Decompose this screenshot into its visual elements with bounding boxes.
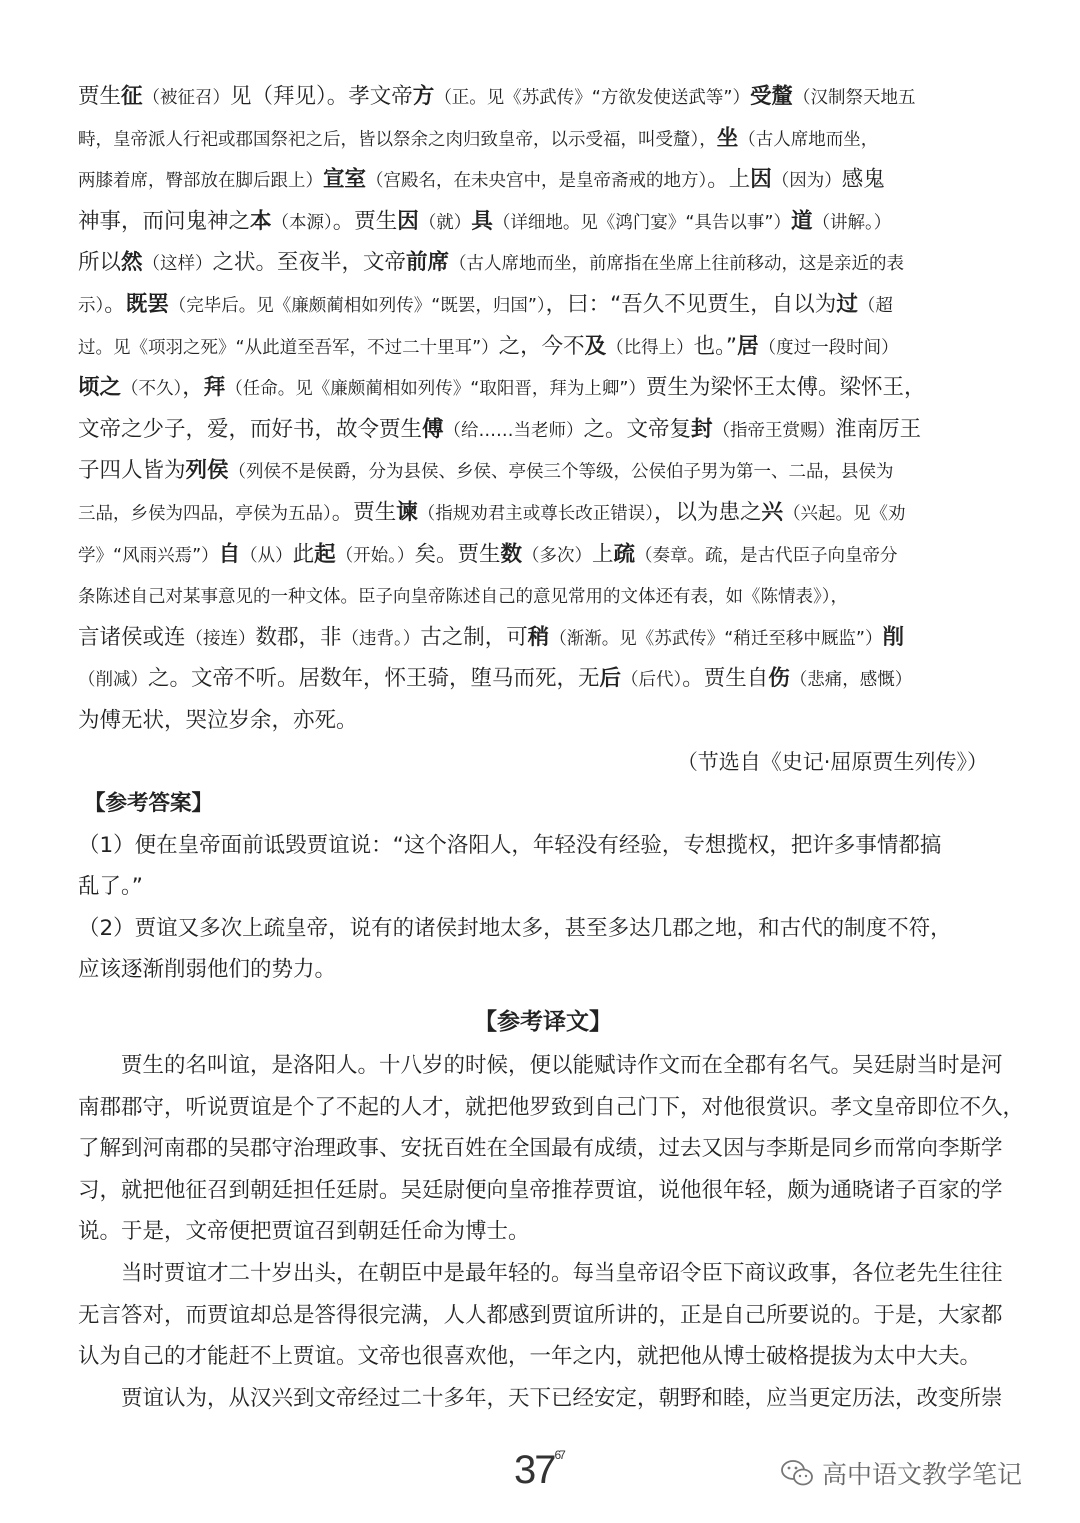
keyword: 本 — [250, 208, 272, 234]
answer-line: 应该逐渐削弱他们的势力。 — [78, 957, 337, 983]
annotation: （不久） — [121, 379, 183, 400]
passage-text: 言诸侯或连 — [78, 624, 186, 650]
translation-line: 贾生的名叫谊，是洛阳人。十八岁的时候，便以能赋诗作文而在全郡有名气。吴廷尉当时是河 — [121, 1053, 1003, 1079]
annotation: （完毕后。见《廉颇蔺相如列传》“既罢，归国”） — [168, 295, 546, 316]
passage-text: 文帝之少子，爱，而好书，故令贾生 — [78, 416, 423, 442]
passage-text: 之状。至夜半，文帝 — [212, 250, 407, 276]
annotation: （正。见《苏武传》“方欲发使送武等”） — [434, 88, 750, 108]
annotation: （古人席地而坐，前席指在坐席上往前移动，这是亲近的表 — [449, 254, 905, 275]
keyword: 顷之 — [78, 375, 122, 401]
page-content — [78, 76, 1025, 1419]
annotation: 畤，皇帝派人行祀或郡国祭祀之后，皆以祭余之肉归致皇帝，以示受福，叫受釐）， — [78, 129, 717, 150]
annotation: （后代） — [621, 670, 683, 691]
passage-text: ，曰：“吾久不见贾生，自以为 — [545, 291, 837, 317]
keyword: 傅 — [422, 416, 444, 442]
passage-line — [78, 534, 1008, 576]
passage-text: 古之制，可 — [420, 624, 528, 650]
keyword: 后 — [599, 666, 622, 692]
passage-line — [78, 575, 1008, 617]
wechat-icon — [780, 1459, 814, 1487]
keyword: 具 — [471, 208, 493, 234]
annotation: （从） — [240, 545, 293, 566]
annotation: （列侯不是侯爵，分为县侯、乡侯、亭侯三个等级，公侯伯子男为第一、二品，县侯为 — [228, 462, 894, 483]
annotation: 学》“风雨兴焉”） — [78, 545, 219, 566]
passage-text: 之。文帝不听。居数年，怀王骑，堕马而死，无 — [148, 666, 600, 692]
classical-passage — [78, 76, 1008, 742]
keyword: 谏 — [396, 499, 418, 525]
annotation: （接连） — [185, 628, 256, 649]
annotation: 示） — [78, 295, 105, 316]
page-number-small: 67 — [554, 1448, 564, 1462]
passage-line — [78, 617, 1008, 659]
keyword: 道 — [790, 208, 813, 234]
passage-text: ，以为患之 — [654, 499, 762, 525]
keyword: 疏 — [613, 541, 635, 567]
annotation: （任命。见《廉颇蔺相如列传》“取阳晋，拜为上卿”） — [225, 379, 646, 400]
translation-line: 贾谊认为，从汉兴到文帝经过二十多年，天下已经安定，朝野和睦，应当更定历法，改变所崇 — [121, 1385, 1003, 1411]
page-number-main: 37 — [514, 1448, 555, 1492]
annotation: （宫殿名，在未央宫中，是皇帝斋戒的地方） — [366, 171, 708, 192]
passage-line — [78, 658, 1008, 700]
passage-text: 。贾生自 — [682, 666, 769, 692]
passage-text: 神事，而问鬼神之 — [78, 208, 251, 234]
keyword: 拜 — [203, 375, 226, 401]
answer-line: 乱了。” — [78, 874, 143, 900]
keyword: 封 — [691, 416, 713, 442]
passage-text: 。贾生 — [331, 499, 397, 525]
passage-text: 感鬼 — [841, 167, 885, 193]
keyword: 自 — [218, 541, 241, 567]
passage-text: 此 — [292, 541, 315, 567]
keyword: 稍 — [527, 624, 550, 650]
answer-section — [78, 825, 1008, 991]
keyword: 方 — [412, 84, 435, 109]
annotation: （比得上） — [606, 337, 694, 358]
answer-line: （1）便在皇帝面前诋毁贾谊说：“这个洛阳人，年轻没有经验，专想揽权，把许多事情都搞 — [78, 832, 942, 858]
annotation: （削减） — [78, 670, 148, 691]
keyword: 削 — [882, 624, 904, 650]
passage-text: 上 — [591, 541, 614, 567]
keyword: 因 — [397, 208, 419, 234]
answer-title: 【参考答案】 — [84, 791, 214, 817]
answer-line: （2）贾谊又多次上疏皇帝，说有的诸侯封地太多，甚至多达几郡之地，和古代的制度不符， — [78, 915, 952, 941]
annotation: （奏章。疏，是古代臣子向皇帝分 — [635, 545, 898, 566]
passage-line — [78, 326, 1008, 368]
annotation: （指规劝君主或尊长改正错误） — [417, 503, 655, 524]
passage-line — [78, 450, 1008, 492]
annotation: 三品，乡侯为四品，亭侯为五品） — [78, 503, 332, 524]
passage-text: 也。” — [693, 333, 738, 359]
passage-line — [78, 76, 1008, 118]
keyword: 列侯 — [185, 458, 229, 484]
passage-text: 贾生为梁怀王太傅。梁怀王， — [645, 375, 926, 401]
keyword: 坐 — [716, 125, 739, 151]
watermark-text: 高中语文教学笔记 — [822, 1460, 1023, 1489]
annotation: （被征召） — [142, 88, 231, 108]
keyword: 宣室 — [323, 167, 367, 193]
annotation: （汉制祭天地五 — [792, 88, 916, 108]
watermark — [780, 1455, 1022, 1491]
annotation: （超 — [857, 295, 893, 316]
annotation: （指帝王赏赐） — [712, 420, 836, 441]
keyword: 起 — [314, 541, 336, 567]
keyword: 数 — [500, 541, 522, 567]
keyword: 因 — [750, 167, 772, 193]
keyword: 伤 — [768, 666, 790, 692]
passage-text: 子四人皆为 — [78, 458, 186, 484]
keyword: 受釐 — [749, 84, 793, 109]
annotation: （给……当老师） — [443, 420, 584, 441]
passage-text: 。贾生 — [332, 208, 398, 234]
keyword: 然 — [121, 250, 143, 276]
translation-title: 【参考译文】 — [474, 1009, 612, 1036]
passage-text: 贾生 — [78, 84, 122, 109]
passage-text: 。 — [104, 291, 126, 317]
keyword: 既罢 — [125, 291, 169, 317]
keyword: 前席 — [406, 250, 450, 276]
annotation: （兴起。见《劝 — [783, 503, 906, 524]
passage-line — [78, 492, 1008, 534]
translation-line: 南郡郡守，听说贾谊是个了不起的人才，就把他罗致到自己门下，对他很赏识。孝文皇帝即位不久， — [78, 1094, 1025, 1120]
annotation: 两膝着席，臀部放在脚后跟上） — [78, 171, 323, 192]
annotation: （悲痛，感慨） — [789, 670, 913, 691]
translation-line: 认为自己的才能赶不上贾谊。文帝也很喜欢他，一年之内，就把他从博士破格提拔为太中大夫。 — [78, 1344, 982, 1370]
annotation: 条陈述自己对某事意见的一种文体。臣子向皇帝陈述自己的意见常用的文体还有表，如《陈情表》）， — [78, 587, 848, 608]
annotation: （度过一段时间） — [758, 337, 899, 358]
annotation: （古人席地而坐， — [738, 129, 879, 150]
translation-line: 当时贾谊才二十岁出头，在朝臣中是最年轻的。每当皇帝诏令臣下商议政事，各位老先生往往 — [121, 1261, 1003, 1287]
annotation: （多次） — [521, 545, 592, 566]
keyword: 过 — [836, 291, 858, 317]
translation-line: 了解到河南郡的吴郡守治理政事、安抚百姓在全国最有成绩，过去又因与李斯是同乡而常向李斯学 — [78, 1136, 1003, 1162]
passage-text: 数郡，非 — [255, 624, 342, 650]
passage-text: ， — [182, 375, 204, 401]
keyword: 居 — [737, 333, 759, 359]
annotation: （因为） — [771, 171, 842, 192]
keyword: 兴 — [761, 499, 784, 525]
passage-text: 之，今不 — [498, 333, 585, 359]
passage-line — [78, 118, 1008, 160]
annotation: （详细地。见《鸿门宴》“具告以事”） — [492, 212, 791, 233]
passage-line — [78, 284, 1008, 326]
passage-text: 为傅无状，哭泣岁余，亦死。 — [78, 707, 358, 733]
annotation: （本源） — [271, 212, 333, 233]
passage-text: 之。文帝复 — [583, 416, 692, 442]
passage-text: 淮南厉王 — [835, 416, 922, 442]
annotation: （这样） — [142, 254, 213, 275]
passage-text: 矣。贾生 — [414, 541, 501, 567]
annotation: （渐渐。见《苏武传》“稍迁至移中厩监”） — [549, 628, 883, 649]
passage-text: 。上 — [707, 167, 751, 193]
translation-line: 习，就把他征召到朝廷担任廷尉。吴廷尉便向皇帝推荐贾谊，说他很年轻，颇为通晓诸子百家的学 — [78, 1177, 1003, 1203]
passage-text: 见（拜见）。孝文帝 — [230, 84, 413, 109]
annotation: （违背。） — [341, 628, 421, 649]
passage-line — [78, 367, 1008, 409]
annotation: 过。见《项羽之死》“从此道至吾军，不过二十里耳”） — [78, 337, 499, 358]
annotation: （就） — [418, 212, 472, 233]
passage-line — [78, 242, 1008, 284]
translation-line: 无言答对，而贾谊却总是答得很完满，人人都感到贾谊所讲的，正是自己所要说的。于是，大家都 — [78, 1302, 1003, 1328]
annotation: （开始。） — [335, 545, 415, 566]
keyword: 征 — [121, 84, 143, 109]
page-number — [514, 1448, 564, 1493]
passage-line — [78, 201, 1008, 243]
passage-line — [78, 409, 1008, 451]
passage-text: 所以 — [78, 250, 122, 276]
passage-source: （节选自《史记·屈原贾生列传》） — [676, 749, 988, 774]
translation-line: 说。于是，文帝便把贾谊召到朝廷任命为博士。 — [78, 1219, 530, 1245]
keyword: 及 — [584, 333, 607, 359]
passage-line — [78, 159, 1008, 201]
annotation: （讲解。） — [812, 212, 892, 233]
passage-line — [78, 700, 1008, 742]
translation-section — [78, 1045, 1025, 1419]
